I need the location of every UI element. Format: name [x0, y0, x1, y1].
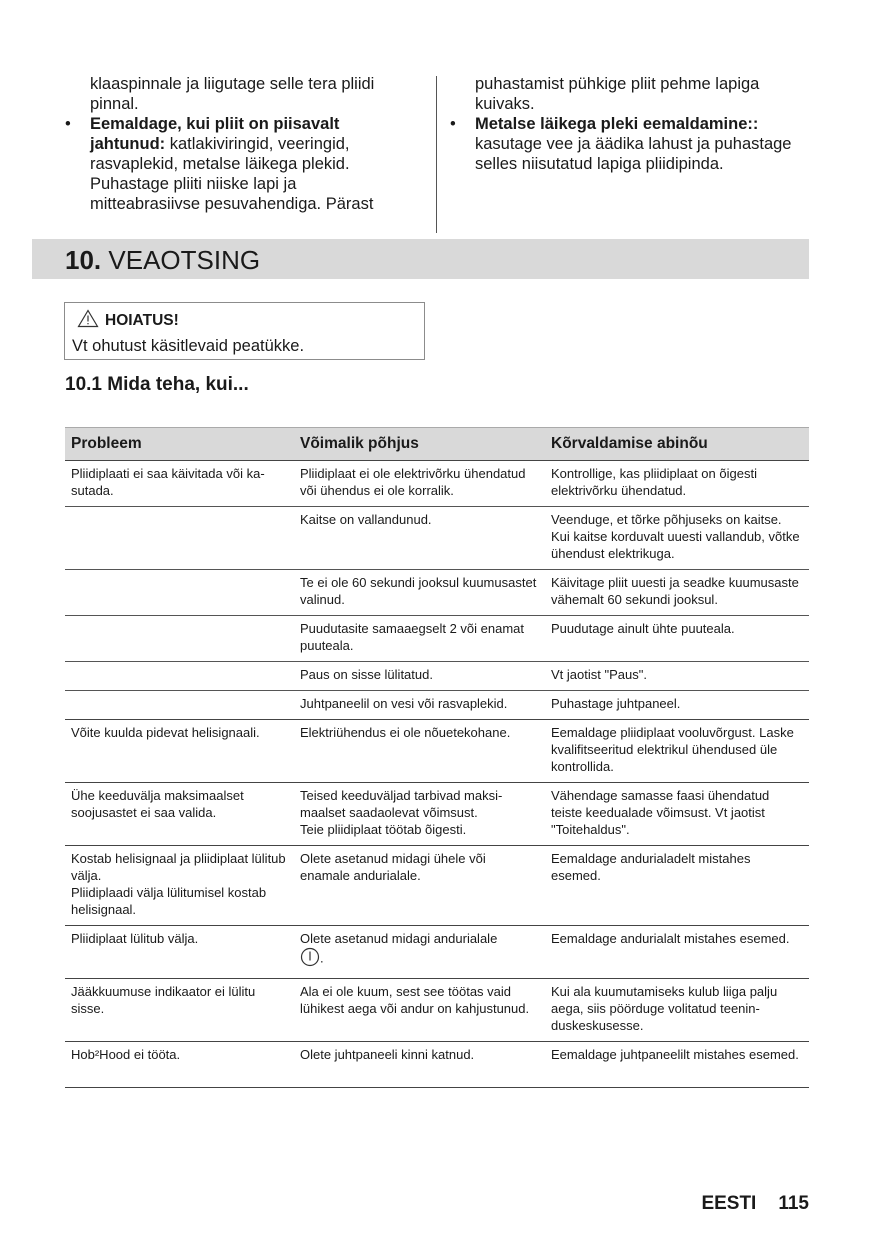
column-divider [436, 76, 437, 233]
cell-problem [65, 662, 294, 691]
warning-text: Vt ohutust käsitlevaid peatükke. [72, 337, 305, 355]
left-bullet-item [65, 114, 410, 214]
table-row [65, 783, 809, 846]
warning-triangle-icon [77, 309, 105, 333]
cell-remedy: Veenduge, et tõrke põhjuseks on kaitse. Kui kaitse korduvalt uuesti vallandub, võtke ühendust elektrikuga. [545, 507, 809, 570]
left-continuation-text: klaaspinnale ja liigutage selle tera pliidi pinnal. [90, 75, 375, 113]
cell-problem: Kostab helisignaal ja pliidiplaat lülitub välja. Pliidiplaadi välja lülitumisel kostab helisignaal. [65, 846, 294, 926]
section-header-bar [32, 239, 809, 279]
section-title-text: VEAOTSING [101, 245, 261, 275]
cell-problem: Pliidiplaat lülitub välja. [65, 926, 294, 979]
cell-remedy: Vt jaotist "Paus". [545, 662, 809, 691]
cell-remedy: Eemaldage andurialalt mistahes esemed. [545, 926, 809, 979]
cell-remedy: Kui ala kuumutamiseks kulub liiga palju aega, siis pöörduge volitatud teeninduskeskusesse. [545, 979, 809, 1042]
table-row [65, 979, 809, 1042]
cell-remedy: Vähendage samasse faasi ühendatud teiste keedualade võimsust. Vt jaotist "Toitehaldus". [545, 783, 809, 846]
page-number: 115 [778, 1193, 809, 1214]
subsection-title: 10.1 Mida teha, kui... [65, 374, 249, 395]
right-bullet-bold: Metalse läikega pleki eemaldamine:: [475, 115, 759, 133]
cell-problem [65, 507, 294, 570]
left-bullet-bold: Eemaldage, kui pliit on piisavalt jahtunud: [90, 115, 340, 153]
cell-problem: Hob²Hood ei tööta. [65, 1042, 294, 1088]
footer-language: EESTI [701, 1193, 757, 1214]
cell-remedy: Eemaldage juhtpaneelilt mistahes esemed. [545, 1042, 809, 1088]
right-bullet-text: kasutage vee ja äädika lahust ja puhastage selles niisutatud lapiga pliidipinda. [475, 135, 792, 173]
cell-problem: Jääkkuumuse indikaator ei lülitu sisse. [65, 979, 294, 1042]
table-row [65, 720, 809, 783]
cell-cause: Ala ei ole kuum, sest see töötas vaid lühikest aega või andur on kahjustunud. [294, 979, 545, 1042]
table-row [65, 507, 809, 570]
table-row [65, 691, 809, 720]
table-header-row [65, 428, 809, 461]
cell-cause: Pliidiplaat ei ole elektrivõrku ühendatud või ühendus ei ole korralik. [294, 461, 545, 507]
table-row [65, 461, 809, 507]
section-number: 10. [65, 245, 102, 275]
cell-remedy: Käivitage pliit uuesti ja seadke kuumusaste vähemalt 60 sekundi jooksul. [545, 570, 809, 616]
left-column [65, 74, 410, 214]
table-row [65, 926, 809, 979]
cell-remedy: Kontrollige, kas pliidiplaat on õigesti elektrivõrku ühendatud. [545, 461, 809, 507]
right-continuation-text: puhastamist pühkige pliit pehme lapiga kuivaks. [475, 75, 760, 113]
troubleshooting-table [65, 427, 809, 1088]
left-bullet-list [65, 114, 410, 214]
page-footer [701, 1193, 809, 1215]
cell-cause: Teised keeduväljad tarbivad maksimaalset saadaolevat võimsust. Teie pliidiplaat töötab õigesti. [294, 783, 545, 846]
warning-box [64, 302, 425, 360]
cell-cause-text: Olete asetanud midagi andurialale [300, 931, 498, 946]
cell-cause: Juhtpaneelil on vesi või rasvaplekid. [294, 691, 545, 720]
cell-cause: Kaitse on vallandunud. [294, 507, 545, 570]
table-row [65, 1042, 809, 1088]
header-problem: Probleem [65, 428, 294, 461]
table-row [65, 662, 809, 691]
header-remedy: Kõrvaldamise abinõu [545, 428, 809, 461]
on-off-icon [300, 947, 320, 971]
table-row [65, 846, 809, 926]
cell-cause: Olete asetanud midagi ühele või enamale andurialale. [294, 846, 545, 926]
cell-remedy: Eemaldage pliidiplaat vooluvõrgust. Laske kvalifitseeritud elektrikul ühendused üle kontrollida. [545, 720, 809, 783]
cell-cause: Elektriühendus ei ole nõuetekohane. [294, 720, 545, 783]
right-bullet-item [450, 114, 795, 174]
cell-problem: Võite kuulda pidevat helisignaali. [65, 720, 294, 783]
cell-cause: Te ei ole 60 sekundi jooksul kuumusastet valinud. [294, 570, 545, 616]
cell-remedy: Puhastage juhtpaneel. [545, 691, 809, 720]
section-title [65, 245, 260, 275]
cell-problem [65, 570, 294, 616]
right-column [450, 74, 795, 174]
cell-cause-suffix: . [320, 950, 324, 966]
right-bullet-list [450, 114, 795, 174]
table-row [65, 616, 809, 662]
cell-problem: Ühe keeduvälja maksimaalset soojusastet ei saa valida. [65, 783, 294, 846]
cell-problem: Pliidiplaati ei saa käivitada või kasutada. [65, 461, 294, 507]
left-bullet-text: katlakiviringid, veeringid, rasvaplekid, metalse läikega plekid. Puhastage pliiti niiske lapi ja mitteabrasiivse pesuvahendiga. Pärast [90, 135, 374, 213]
cell-cause: Paus on sisse lülitatud. [294, 662, 545, 691]
cell-cause: Olete juhtpaneeli kinni katnud. [294, 1042, 545, 1088]
cell-remedy: Puudutage ainult ühte puuteala. [545, 616, 809, 662]
cell-remedy: Eemaldage andurialadelt mistahes esemed. [545, 846, 809, 926]
cell-problem [65, 691, 294, 720]
warning-header [77, 309, 179, 333]
cell-problem [65, 616, 294, 662]
warning-title: HOIATUS! [105, 312, 179, 329]
header-cause: Võimalik põhjus [294, 428, 545, 461]
table-row [65, 570, 809, 616]
cell-cause: Puudutasite samaaegselt 2 või enamat puuteala. [294, 616, 545, 662]
cell-cause [294, 926, 545, 979]
